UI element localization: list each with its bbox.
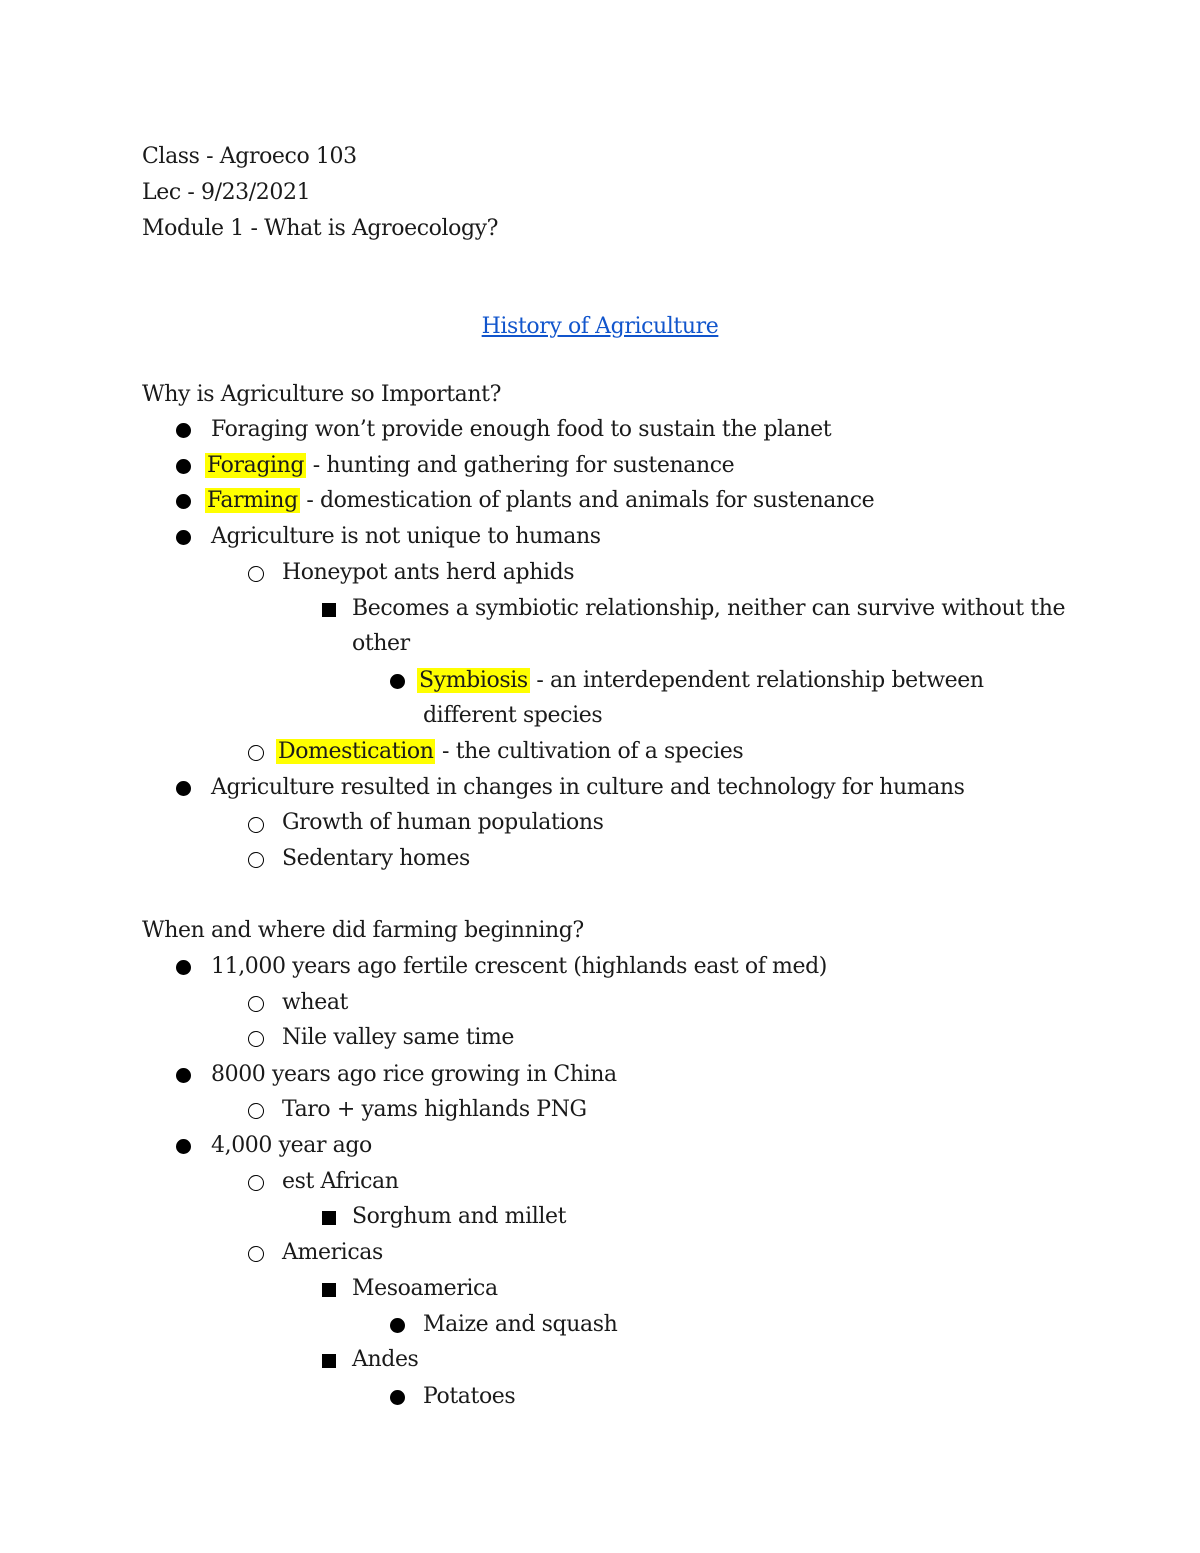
list-item: Taro + yams highlands PNG (282, 1097, 587, 1122)
section-heading-importance: Why is Agriculture so Important? (142, 382, 501, 407)
circle-bullet-icon (248, 1103, 264, 1119)
disc-bullet-icon (176, 1139, 191, 1154)
disc-bullet-icon (176, 494, 191, 509)
disc-bullet-icon (176, 960, 191, 975)
square-bullet-icon (322, 1354, 336, 1368)
disc-bullet-icon (390, 1390, 405, 1405)
list-item: Growth of human populations (282, 810, 604, 835)
page-title[interactable]: History of Agriculture (481, 314, 719, 339)
circle-bullet-icon (248, 852, 264, 868)
square-bullet-icon (322, 1283, 336, 1297)
list-item-continuation: different species (423, 703, 603, 728)
section-heading-origins: When and where did farming beginning? (142, 918, 584, 943)
disc-bullet-icon (176, 781, 191, 796)
highlighted-term-symbiosis: Symbiosis (419, 668, 528, 693)
list-item: Sedentary homes (282, 846, 470, 871)
definition-text: - domestication of plants and animals for sustenance (299, 488, 875, 513)
definition-text: - an interdependent relationship between (529, 668, 984, 693)
circle-bullet-icon (248, 817, 264, 833)
list-item: Sorghum and millet (352, 1204, 567, 1229)
disc-bullet-icon (176, 423, 191, 438)
list-item: Agriculture is not unique to humans (211, 524, 601, 549)
list-item: Nile valley same time (282, 1025, 515, 1050)
list-item: Foraging won’t provide enough food to sustain the planet (211, 417, 832, 442)
disc-bullet-icon (390, 674, 405, 689)
lecture-date-line: Lec - 9/23/2021 (142, 180, 311, 205)
module-line: Module 1 - What is Agroecology? (142, 216, 499, 241)
list-item: est African (282, 1169, 399, 1194)
list-item: 8000 years ago rice growing in China (211, 1062, 617, 1087)
list-item (205, 451, 734, 481)
square-bullet-icon (322, 1211, 336, 1225)
list-item: Potatoes (423, 1384, 516, 1409)
highlighted-term-domestication: Domestication (278, 739, 434, 764)
circle-bullet-icon (248, 1246, 264, 1262)
list-item: wheat (282, 990, 348, 1015)
list-item: Honeypot ants herd aphids (282, 560, 575, 585)
list-item (276, 737, 743, 767)
list-item: Agriculture resulted in changes in culture and technology for humans (211, 775, 965, 800)
list-item: 11,000 years ago fertile crescent (highlands east of med) (211, 954, 827, 979)
highlighted-term-foraging: Foraging (207, 453, 305, 478)
class-line: Class - Agroeco 103 (142, 144, 357, 169)
disc-bullet-icon (176, 530, 191, 545)
disc-bullet-icon (390, 1318, 405, 1333)
square-bullet-icon (322, 603, 336, 617)
circle-bullet-icon (248, 996, 264, 1012)
list-item (417, 666, 984, 696)
list-item: Americas (282, 1240, 383, 1265)
list-item: Maize and squash (423, 1312, 618, 1337)
disc-bullet-icon (176, 459, 191, 474)
list-item-continuation: other (352, 631, 410, 656)
list-item (205, 486, 874, 516)
circle-bullet-icon (248, 566, 264, 582)
list-item: Becomes a symbiotic relationship, neither can survive without the (352, 596, 1066, 621)
definition-text: - the cultivation of a species (435, 739, 744, 764)
circle-bullet-icon (248, 745, 264, 761)
list-item: 4,000 year ago (211, 1133, 372, 1158)
definition-text: - hunting and gathering for sustenance (306, 453, 735, 478)
circle-bullet-icon (248, 1175, 264, 1191)
highlighted-term-farming: Farming (207, 488, 298, 513)
circle-bullet-icon (248, 1031, 264, 1047)
list-item: Mesoamerica (352, 1276, 498, 1301)
disc-bullet-icon (176, 1068, 191, 1083)
list-item: Andes (352, 1347, 419, 1372)
